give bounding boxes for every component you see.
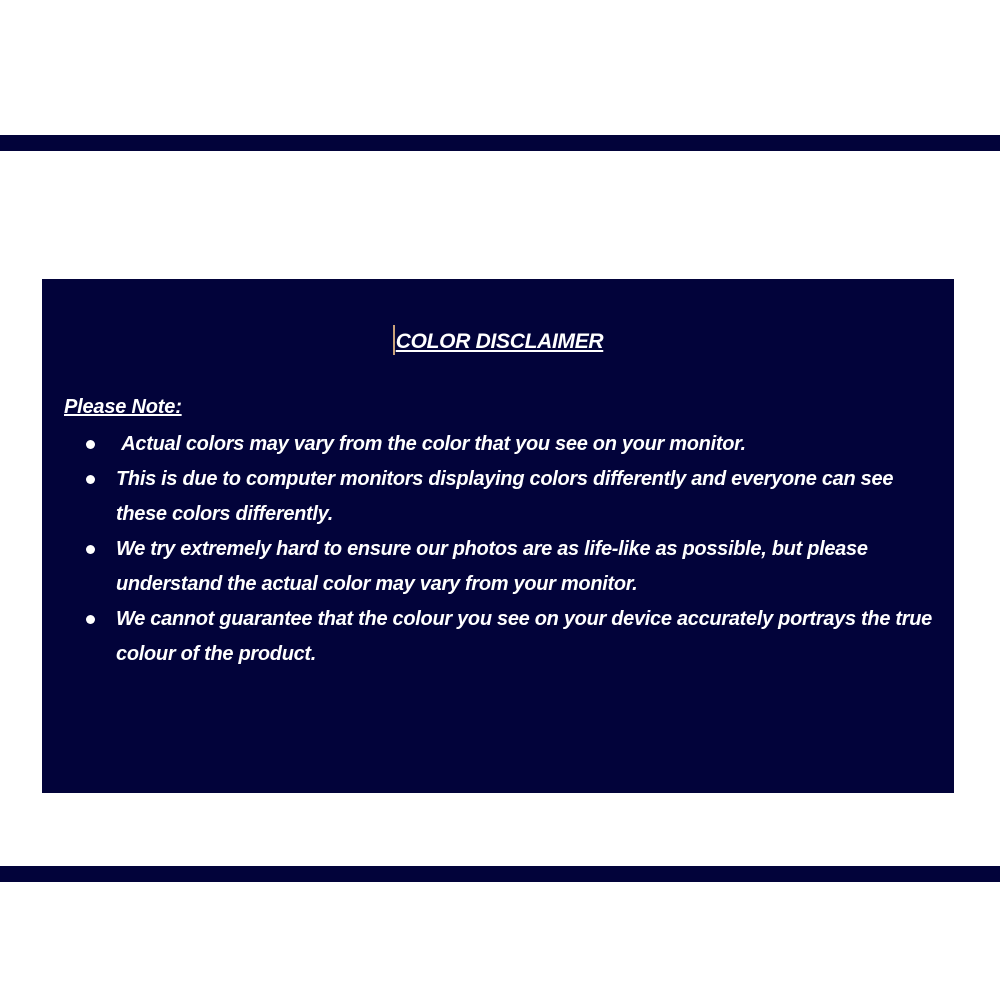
note-list [86, 427, 946, 672]
list-item [86, 532, 946, 602]
bullet-icon [86, 615, 95, 624]
list-item-text: We cannot guarantee that the colour you see on your device accurately portrays the true colour of the product. [116, 608, 932, 665]
bullet-icon [86, 475, 95, 484]
list-item-text: Actual colors may vary from the color that you see on your monitor. [116, 433, 746, 455]
list-item-text: This is due to computer monitors displaying colors differently and everyone can see these colors differently. [116, 468, 894, 525]
bullet-icon [86, 545, 95, 554]
bottom-divider [0, 866, 1000, 882]
top-divider [0, 135, 1000, 151]
disclaimer-title: COLOR DISCLAIMER [395, 330, 604, 353]
bullet-icon [86, 440, 95, 449]
list-item [86, 427, 946, 462]
disclaimer-panel [42, 279, 954, 793]
list-item [86, 462, 946, 532]
list-item-text: We try extremely hard to ensure our photos are as life-like as possible, but please understand the actual color may vary from your monitor. [116, 538, 868, 595]
list-item [86, 602, 946, 672]
text-cursor-icon [393, 325, 395, 355]
disclaimer-title-heading [42, 325, 954, 355]
note-label: Please Note: [64, 396, 182, 418]
